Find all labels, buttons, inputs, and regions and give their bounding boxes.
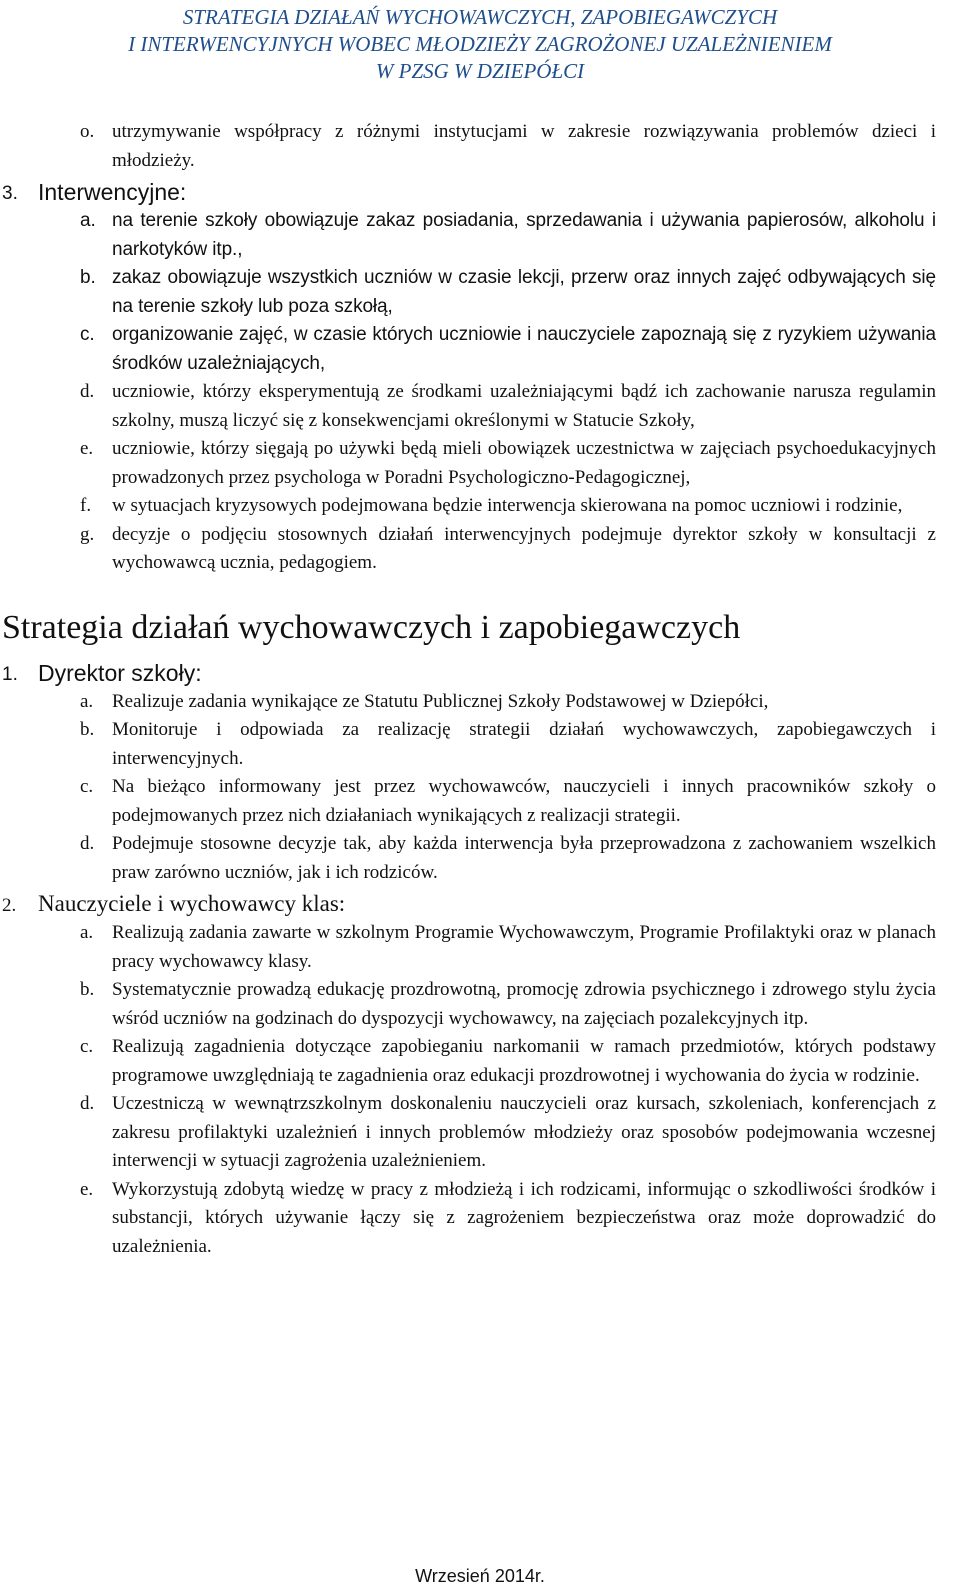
list-item [0,919,960,976]
item-text: Systematycznie prowadzą edukację prozdrowotną, promocję zdrowia psychicznego i zdrowego stylu życia wśród uczniów na godzinach do dyspozycji wychowawcy, na zajęciach pozalekcyjnych itp. [112,979,936,1029]
list-item [0,521,960,578]
item-text: Monitoruje i odpowiada za realizację strategii działań wychowawczych, zapobiegawczych i interwencyjnych. [112,719,936,769]
item-label: o. [80,121,95,142]
item-label: e. [80,1178,94,1200]
item-label: c. [80,776,94,797]
list-item [0,118,960,175]
section-title: Interwencyjne: [38,179,187,205]
list-item [0,207,960,264]
item-label: a. [80,210,96,231]
item-text: organizowanie zajęć, w czasie których uczniowie i nauczyciele zapoznają się z ryzykiem używania środków uzależniających, [112,324,936,374]
list-item [0,378,960,435]
list-item [0,1033,960,1090]
item-label: f. [80,495,92,516]
header-line-2: I INTERWENCYJNYCH WOBEC MŁODZIEŻY ZAGROŻONEJ UZALEŻNIENIEM [128,32,832,56]
list-item [0,492,960,521]
page-footer-date: Wrzesień 2014r. [415,1566,545,1586]
item-label: e. [80,438,94,459]
item-label: a. [80,922,94,943]
item-label: d. [80,1093,95,1114]
item-text: zakaz obowiązuje wszystkich uczniów w czasie lekcji, przerw oraz innych zajęć odbywających się na terenie szkoły lub poza szkołą, [112,267,936,317]
item-text: na terenie szkoły obowiązuje zakaz posiadania, sprzedawania i używania papierosów, alkoholu i narkotyków itp., [112,210,936,260]
list-item [0,976,960,1033]
section-number: 3. [2,183,18,204]
item-text: Na bieżąco informowany jest przez wychowawców, nauczycieli i innych pracowników szkoły o podejmowanych przez nich działaniach wynikających z realizacji strategii. [112,776,936,826]
item-label: c. [80,1036,94,1057]
item-text: Realizują zadania zawarte w szkolnym Programie Wychowawczym, Programie Profilaktyki oraz w planach pracy wychowawcy klasy. [112,922,936,972]
item-label: g. [80,523,95,545]
list-item [0,321,960,378]
section-number: 1. [2,663,18,685]
item-label: c. [80,324,95,345]
item-label: a. [80,690,94,712]
item-text: uczniowie, którzy sięgają po używki będą mieli obowiązek uczestnictwa w zajęciach psychoedukacyjnych prowadzonych przez psychologa w Poradni Psychologiczno-Pedagogicznej, [112,438,936,488]
list-item [0,716,960,773]
header-line-3: W PZSG W DZIEPÓŁCI [375,59,585,83]
section-title: Nauczyciele i wychowawcy klas: [38,891,346,916]
item-label: d. [80,833,95,854]
section-number: 2. [2,895,17,916]
item-label: d. [80,381,95,402]
item-text: w sytuacjach kryzysowych podejmowana będzie interwencja skierowana na pomoc uczniowi i rodzinie, [112,495,903,516]
list-item [0,435,960,492]
item-text: Realizuje zadania wynikające ze Statutu Publicznej Szkoły Podstawowej w Dziepółci, [112,690,769,712]
list-item [0,264,960,321]
item-text: decyzje o podjęciu stosownych działań interwencyjnych podejmuje dyrektor szkoły w konsultacji z wychowawcą ucznia, pedagogiem. [112,523,936,573]
list-item [0,773,960,830]
list-item [0,688,960,717]
section-2-heading [0,889,960,919]
list-item [0,830,960,887]
item-label: b. [80,719,95,740]
list-item [0,1090,960,1176]
document-body [0,118,960,1261]
strategy-heading: Strategia działań wychowawczych i zapobiegawczych [2,608,741,646]
section-3-heading [0,177,960,207]
list-item [0,1176,960,1262]
item-label: b. [80,267,96,288]
item-text: Wykorzystują zdobytą wiedzę w pracy z młodzieżą i ich rodzicami, informując o szkodliwości środków i substancji, których używanie łączy się z zagrożeniem bezpieczeństwa oraz może doprowadzić do uzależnienia. [112,1178,936,1257]
section-title: Dyrektor szkoły: [38,659,202,686]
document-header [0,4,960,85]
section-1-heading [0,658,960,688]
item-label: b. [80,979,95,1000]
item-text: uczniowie, którzy eksperymentują ze środkami uzależniającymi bądź ich zachowanie narusza regulamin szkolny, muszą liczyć się z konsekwencjami określonymi w Statucie Szkoły, [112,381,936,431]
item-text: utrzymywanie współpracy z różnymi instytucjami w zakresie rozwiązywania problemów dzieci i młodzieży. [112,121,936,171]
item-text: Realizują zagadnienia dotyczące zapobieganiu narkomanii w ramach przedmiotów, których podstawy programowe uwzględniają te zagadnienia oraz edukacji prozdrowotnej i wychowania do życia w rodzinie. [112,1036,936,1086]
item-text: Podejmuje stosowne decyzje tak, aby każda interwencja była przeprowadzona z zachowaniem wszelkich praw zarówno uczniów, jak i ich rodziców. [112,833,936,883]
header-line-1: STRATEGIA DZIAŁAŃ WYCHOWAWCZYCH, ZAPOBIEGAWCZYCH [182,5,778,29]
item-text: Uczestniczą w wewnątrzszkolnym doskonaleniu nauczycieli oraz kursach, szkoleniach, konferencjach z zakresu profilaktyki uzależnień i innych problemów młodzieży oraz sposobów podejmowania wczesnej interwencji w sytuacji zagrożenia uzależnieniem. [112,1093,936,1171]
